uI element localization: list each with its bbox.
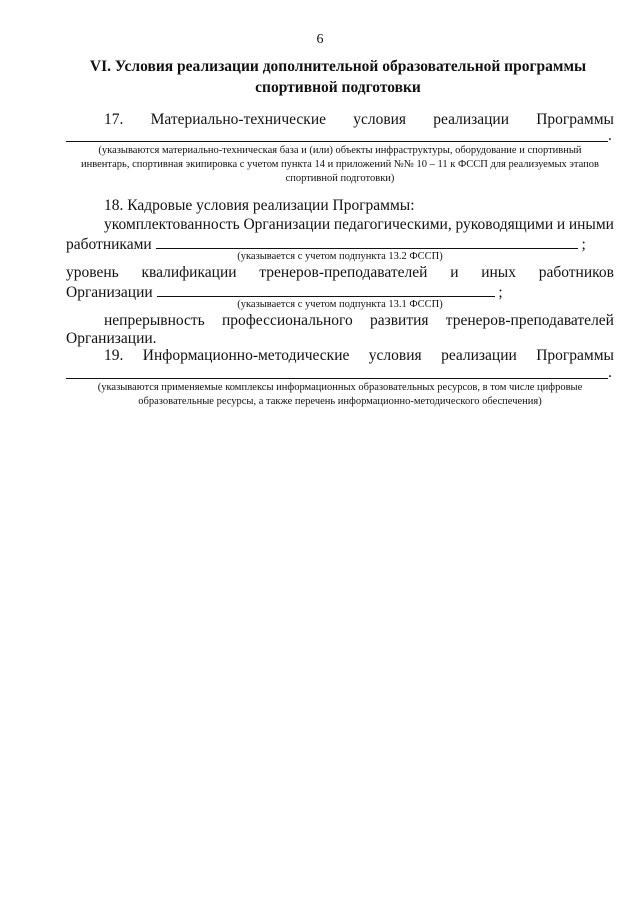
item-19-note bbox=[66, 381, 614, 409]
qualification-end-mark: ; bbox=[498, 284, 503, 301]
qualification-word: тренеров-преподавателей bbox=[259, 264, 428, 281]
item-19-line bbox=[104, 346, 614, 366]
item-19-note-line-1: (указываются применяемые комплексы информационных образовательных ресурсов, в том числе цифровые bbox=[97, 382, 583, 393]
item-17-note-line-2: инвентарь, спортивная экипировка с учетом пункта 14 и приложений №№ 10 – 11 к ФССП для реализуемых этапов bbox=[81, 159, 599, 170]
item-17-note bbox=[66, 144, 614, 186]
development-word: тренеров-преподавателей bbox=[445, 312, 614, 329]
item-19-word: Информационно-методические bbox=[142, 347, 350, 364]
qualification-note: (указывается с учетом подпункта 13.1 ФССП) bbox=[237, 299, 443, 310]
qualification-fill-line bbox=[157, 282, 495, 297]
item-18-staffing-line bbox=[104, 215, 614, 235]
page-number: 6 bbox=[316, 32, 324, 47]
item-18-qualification-line bbox=[66, 263, 614, 283]
staffing-continuation-text: работниками bbox=[66, 236, 152, 253]
staffing-word: педагогическими, bbox=[333, 216, 452, 233]
item-19-end-mark: . bbox=[608, 364, 612, 381]
item-17-fill-line bbox=[66, 141, 608, 142]
item-17-word: реализации bbox=[433, 111, 510, 128]
staffing-word: Организации bbox=[243, 216, 331, 233]
item-17-end-mark: . bbox=[608, 127, 612, 144]
item-19-word: Программы bbox=[536, 347, 614, 364]
staffing-word: и bbox=[556, 216, 566, 233]
item-19-number: 19. bbox=[104, 347, 124, 364]
development-continuation: Организации. bbox=[66, 330, 157, 347]
development-word: непрерывность bbox=[104, 312, 205, 329]
item-17-word: Программы bbox=[536, 111, 614, 128]
qualification-word: работников bbox=[538, 264, 614, 281]
qualification-word: уровень bbox=[66, 264, 119, 281]
item-17-word: условия bbox=[353, 111, 407, 128]
staffing-end-mark: ; bbox=[581, 236, 586, 253]
item-19-word: реализации bbox=[441, 347, 517, 364]
item-17-note-line-3: спортивной подготовки) bbox=[285, 173, 395, 184]
item-17-note-line-1: (указываются материально-техническая база и (или) объекты инфраструктуры, оборудование и спортивный bbox=[98, 145, 582, 156]
staffing-word: укомплектованность bbox=[104, 216, 240, 233]
item-19-note-line-2: образовательные ресурсы, а также перечень информационно-методического обеспечения) bbox=[138, 396, 542, 407]
development-word: развития bbox=[369, 312, 429, 329]
item-18-development-line bbox=[104, 311, 614, 331]
section-title-line-2: спортивной подготовки bbox=[255, 79, 421, 96]
section-heading bbox=[60, 56, 616, 98]
staffing-word: иными bbox=[568, 216, 614, 233]
item-19-word: условия bbox=[368, 347, 422, 364]
staffing-fill-line bbox=[156, 234, 578, 249]
qualification-word: иных bbox=[481, 264, 516, 281]
qualification-word: квалификации bbox=[141, 264, 237, 281]
item-17-number: 17. bbox=[104, 111, 124, 128]
item-18-title: 18. Кадровые условия реализации Программы: bbox=[104, 197, 415, 214]
qualification-continuation-text: Организации bbox=[66, 284, 153, 301]
development-word: профессионального bbox=[221, 312, 353, 329]
staffing-word: руководящими bbox=[455, 216, 554, 233]
qualification-word: и bbox=[450, 264, 459, 281]
item-17-word: Материально-технические bbox=[150, 111, 326, 128]
item-17-line bbox=[104, 110, 614, 130]
section-title-line-1: VI. Условия реализации дополнительной образовательной программы bbox=[89, 58, 587, 75]
staffing-note: (указывается с учетом подпункта 13.2 ФССП) bbox=[237, 251, 443, 262]
item-19-fill-line bbox=[66, 378, 608, 379]
